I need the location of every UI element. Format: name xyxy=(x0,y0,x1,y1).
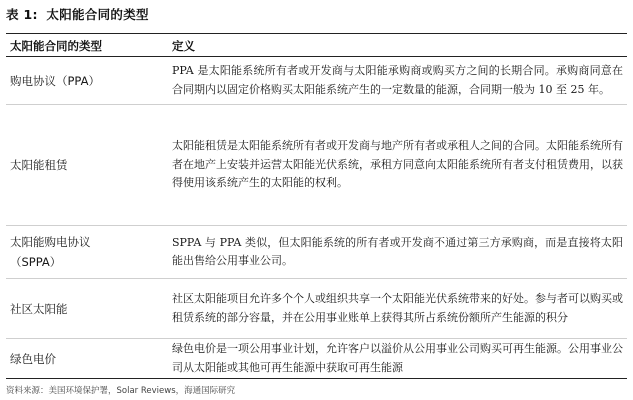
table-caption xyxy=(6,5,149,23)
row-type xyxy=(10,339,160,378)
row-type xyxy=(10,279,160,338)
row-type-line1: 购电协议（PPA） xyxy=(10,73,101,88)
row-definition xyxy=(172,226,623,278)
row-definition-text: 太阳能租赁是太阳能系统所有者或开发商与地产所有者或承租人之间的合同。太阳能系统所有者在地产上安装并运营太阳能光伏系统，承租方同意向太阳能系统所有者支付租赁费用，以获得使用该系统产生的太阳能的权利。 xyxy=(172,139,623,190)
row-type-line1: 太阳能购电协议 xyxy=(10,235,91,249)
caption-title: 太阳能合同的类型 xyxy=(46,7,149,22)
row-definition-text: SPPA 与 PPA 类似，但太阳能系统的所有者或开发商不通过第三方承购商，而是直接将太阳能出售给公用事业公司。 xyxy=(172,235,623,267)
row-definition xyxy=(172,105,623,225)
table-row-solar-lease xyxy=(6,105,627,226)
table-row-community-solar xyxy=(6,279,627,339)
row-type-line1: 社区太阳能 xyxy=(10,301,68,316)
row-type xyxy=(10,226,160,278)
row-type-line1: 太阳能租赁 xyxy=(10,158,68,172)
header-definition: 定义 xyxy=(172,39,195,53)
caption-label: 表 1: xyxy=(6,7,38,22)
row-definition xyxy=(172,339,623,378)
row-type xyxy=(10,105,160,225)
row-definition-text: 社区太阳能项目允许多个个人或组织共享一个太阳能光伏系统带来的好处。参与者可以购买或租赁系统的部分容量，并在公用事业账单上获得其所占系统份额所产生能源的积分 xyxy=(172,292,623,324)
table-body xyxy=(6,57,627,379)
table-top-rule xyxy=(6,33,627,34)
row-type xyxy=(10,57,160,104)
table-header xyxy=(6,35,627,55)
table-row-ppa xyxy=(6,57,627,105)
row-definition xyxy=(172,279,623,338)
source-note: 资料来源：美国环境保护署，Solar Reviews，海通国际研究 xyxy=(6,386,236,396)
row-definition-text: PPA 是太阳能系统所有者或开发商与太阳能承购商或购买方之间的长期合同。承购商同意在合同期内以固定价格购买太阳能系统产生的一定数量的能源，合同期一般为 10 至 25 年。 xyxy=(172,64,623,96)
row-type-line2: （SPPA） xyxy=(10,255,62,269)
header-type: 太阳能合同的类型 xyxy=(10,39,102,53)
row-type-line1: 绿色电价 xyxy=(10,351,56,366)
table-row-sppa xyxy=(6,226,627,279)
table-row-green-tariff xyxy=(6,339,627,379)
row-definition-text: 绿色电价是一项公用事业计划，允许客户以溢价从公用事业公司购买可再生能源。公用事业公司从太阳能或其他可再生能源中获取可再生能源 xyxy=(172,342,623,374)
row-definition xyxy=(172,57,623,104)
